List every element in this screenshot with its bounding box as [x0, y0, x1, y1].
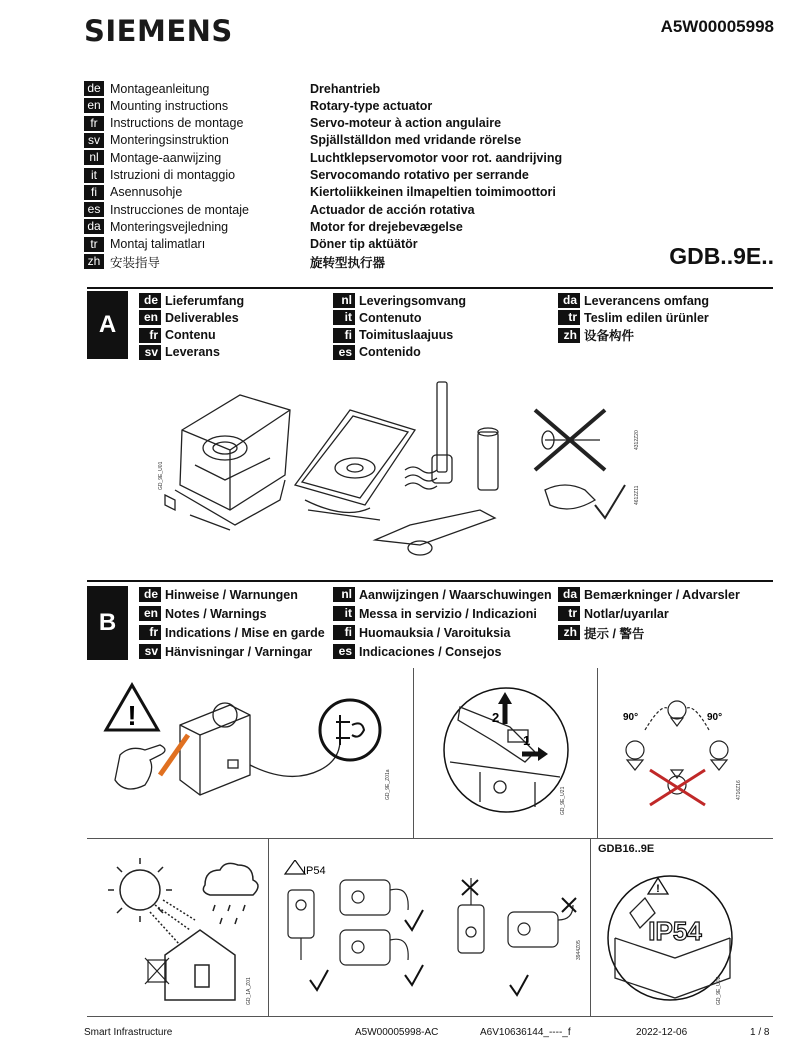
- figure-code-a3: 4612Z11: [634, 485, 640, 505]
- heading-text: Leverancens omfang: [584, 293, 710, 308]
- indoor-house-icon: [165, 930, 235, 1000]
- section-b-heading: [333, 624, 510, 641]
- screwdriver-icon: [160, 735, 188, 775]
- language-code: it: [333, 310, 355, 325]
- language-title: Servo-moteur à action angulaire: [310, 116, 502, 131]
- language-code: da: [558, 587, 580, 602]
- language-title: Servocomando rotativo per serrande: [310, 168, 529, 182]
- footer-date: 2022-12-06: [636, 1027, 688, 1038]
- grid-divider: [268, 838, 269, 1016]
- language-code: fr: [139, 625, 161, 640]
- angle-right: 90°: [707, 712, 723, 723]
- heading-text: Toimituslaajuus: [359, 328, 454, 343]
- ip54-big-label: IP54: [648, 916, 702, 946]
- language-label: Montageanleitung: [110, 81, 210, 96]
- language-code: fi: [333, 625, 355, 640]
- language-label: Monteringsinstruktion: [110, 133, 229, 148]
- angle-left: 90°: [623, 712, 639, 723]
- language-code: sv: [139, 345, 161, 360]
- language-label: Montaj talimatları: [110, 237, 206, 252]
- grid-divider: [413, 668, 414, 838]
- arrow-label-2: 2: [492, 710, 500, 725]
- section-a-heading: [333, 292, 466, 309]
- hand-icon: [115, 745, 165, 789]
- language-label: Montage-aanwijzing: [110, 150, 222, 165]
- figure-code-b2: GD_9E_U21: [560, 786, 566, 815]
- language-code: en: [139, 310, 161, 325]
- rain-cloud-icon: [203, 863, 258, 924]
- section-a-heading: [558, 309, 709, 326]
- section-a-heading: [139, 344, 220, 361]
- language-code: zh: [84, 254, 104, 269]
- language-row: [84, 167, 235, 184]
- arrow-label-1: 1: [523, 733, 531, 748]
- figure-code-a2: 4312Z20: [634, 430, 640, 450]
- language-code: es: [84, 202, 104, 217]
- heading-text: 设备构件: [584, 329, 635, 344]
- language-label: Monteringsvejledning: [110, 219, 229, 234]
- section-b-box: B: [87, 586, 128, 660]
- manual-override-figure: [440, 672, 570, 832]
- actuator-drawing: [165, 395, 290, 530]
- section-b-heading: [139, 586, 298, 603]
- heading-text: Aanwijzingen / Waarschuwingen: [359, 587, 552, 602]
- heading-text: Notlar/uyarılar: [584, 606, 669, 621]
- language-title: Rotary-type actuator: [310, 98, 433, 113]
- heading-text: Indicaciones / Consejos: [359, 644, 502, 659]
- section-b-heading: [558, 605, 669, 622]
- heading-text: Deliverables: [165, 310, 239, 325]
- actuator-drawing: [180, 703, 250, 795]
- figure-code-b1: GD_9E_Z01a: [385, 769, 391, 800]
- language-code: nl: [333, 293, 355, 308]
- document-number: A5W00005998: [660, 17, 774, 36]
- language-row: [84, 97, 228, 114]
- language-label: Asennusohje: [110, 185, 183, 200]
- language-code: de: [139, 293, 161, 308]
- language-code: es: [333, 644, 355, 659]
- figure-code-b4: GD_1A_Z01: [246, 977, 252, 1005]
- language-code: sv: [139, 644, 161, 659]
- language-title: Spjällställdon med vridande rörelse: [310, 133, 522, 148]
- grid-divider: [590, 838, 591, 1016]
- footer-doc-ref2: A6V10636144_----_f: [480, 1027, 571, 1038]
- deliverables-figure: [150, 370, 650, 570]
- section-a-heading: [139, 309, 239, 326]
- section-b-heading: [139, 624, 325, 641]
- allowed-check-icon: [310, 910, 423, 990]
- language-code: en: [84, 98, 104, 113]
- section-a-heading: [558, 327, 634, 344]
- figure-code-a1: GD_9E_U01: [158, 461, 164, 490]
- svg-text:!: !: [127, 700, 137, 731]
- language-title: 旋转型执行器: [310, 255, 386, 270]
- section-a-heading: [139, 292, 244, 309]
- orientation-figure: [615, 690, 745, 815]
- model-number: GDB..9E..: [669, 243, 774, 269]
- language-code: de: [84, 81, 104, 96]
- section-b-rule: [87, 580, 773, 582]
- section-a-heading: [558, 292, 709, 309]
- language-code: fr: [84, 116, 104, 131]
- heading-text: Notes / Warnings: [165, 606, 267, 621]
- not-allowed-cross-icon: [462, 880, 576, 912]
- siemens-logo: SIEMENS: [84, 14, 233, 48]
- not-allowed-cross: [650, 770, 705, 805]
- language-label: 安装指导: [110, 255, 161, 270]
- section-b-heading: [333, 605, 537, 622]
- language-code: es: [333, 345, 355, 360]
- section-a-heading: [333, 327, 453, 344]
- grid-divider: [87, 1016, 773, 1017]
- heading-text: Hinweise / Warnungen: [165, 587, 298, 602]
- language-label: Instructions de montage: [110, 116, 244, 131]
- environment-figure: [95, 850, 265, 1010]
- svg-text:!: !: [656, 883, 660, 895]
- ip54-orientation-figure: [280, 860, 580, 1010]
- language-code: fi: [84, 185, 104, 200]
- language-code: tr: [558, 310, 580, 325]
- section-a-box: A: [87, 291, 128, 359]
- language-code: zh: [558, 328, 580, 343]
- ip54-cover-figure: [600, 858, 770, 1013]
- sun-icon: [108, 858, 195, 945]
- language-code: en: [139, 606, 161, 621]
- heading-text: Leveringsomvang: [359, 293, 466, 308]
- language-code: nl: [333, 587, 355, 602]
- heading-text: Contenuto: [359, 310, 422, 325]
- language-label: Instrucciones de montaje: [110, 202, 249, 217]
- grid-divider: [87, 838, 773, 839]
- heading-text: Indications / Mise en garde: [165, 625, 325, 640]
- figure-code-b5: 3944Z05: [576, 940, 582, 960]
- language-row: [84, 218, 228, 235]
- cable-line: [250, 740, 340, 776]
- section-b-heading: [333, 586, 552, 603]
- figure-code-b3: 4716Z16: [736, 780, 742, 800]
- language-title: Döner tip aktüätör: [310, 237, 418, 252]
- heading-text: Messa in servizio / Indicazioni: [359, 606, 537, 621]
- no-tools-drawing: [535, 410, 625, 518]
- mounting-bracket-drawing: [295, 410, 415, 520]
- language-code: tr: [558, 606, 580, 621]
- figure-code-b6: GD_9E_U02: [716, 976, 722, 1005]
- language-row: [84, 80, 209, 97]
- language-title: Motor for drejebevægelse: [310, 219, 463, 234]
- section-b-heading: [558, 586, 740, 603]
- heading-text: Contenido: [359, 345, 421, 360]
- language-code: fi: [333, 328, 355, 343]
- section-b-heading: [558, 624, 644, 641]
- language-code: zh: [558, 625, 580, 640]
- heading-text: 提示 / 警告: [584, 626, 645, 641]
- language-code: da: [84, 219, 104, 234]
- language-row: [84, 236, 205, 253]
- language-code: sv: [84, 133, 104, 148]
- language-code: da: [558, 293, 580, 308]
- grid-divider: [597, 668, 598, 838]
- language-row: [84, 149, 221, 166]
- language-row: [84, 253, 160, 270]
- warning-figure: [100, 680, 400, 825]
- gdb16-label: GDB16..9E: [598, 843, 655, 855]
- section-b-heading: [139, 605, 267, 622]
- disconnect-power-icon: [320, 700, 380, 760]
- language-title: Luchtklepservomotor voor rot. aandrijving: [310, 150, 563, 165]
- heading-text: Teslim edilen ürünler: [584, 310, 709, 325]
- language-code: tr: [84, 237, 104, 252]
- footer-doc-ref: A5W00005998-AC: [355, 1027, 439, 1038]
- footer-company: Smart Infrastructure: [84, 1027, 173, 1038]
- language-title: Actuador de acción rotativa: [310, 202, 475, 217]
- language-label: Istruzioni di montaggio: [110, 168, 236, 182]
- heading-text: Huomauksia / Varoituksia: [359, 625, 511, 640]
- heading-text: Hänvisningar / Varningar: [165, 644, 313, 659]
- footer-page: 1 / 8: [750, 1027, 770, 1038]
- heading-text: Leverans: [165, 345, 220, 360]
- language-title: Drehantrieb: [310, 81, 381, 96]
- shaft-parts-drawing: [375, 382, 498, 555]
- language-label: Mounting instructions: [110, 98, 229, 113]
- language-code: fr: [139, 328, 161, 343]
- language-code: it: [84, 168, 104, 183]
- language-code: de: [139, 587, 161, 602]
- section-b-heading: [139, 643, 312, 660]
- language-row: [84, 201, 249, 218]
- language-code: it: [333, 606, 355, 621]
- section-a-heading: [333, 309, 421, 326]
- heading-text: Bemærkninger / Advarsler: [584, 587, 740, 602]
- language-code: nl: [84, 150, 104, 165]
- language-title: Kiertoliikkeinen ilmapeltien toimimoottori: [310, 185, 556, 200]
- section-a-rule: [87, 287, 773, 289]
- section-a-heading: [333, 344, 421, 361]
- language-row: [84, 132, 229, 149]
- section-b-heading: [333, 643, 501, 660]
- heading-text: Lieferumfang: [165, 293, 245, 308]
- language-row: [84, 115, 243, 132]
- language-row: [84, 184, 182, 201]
- section-a-heading: [139, 327, 216, 344]
- heading-text: Contenu: [165, 328, 216, 343]
- ip54-label: IP54: [303, 865, 326, 877]
